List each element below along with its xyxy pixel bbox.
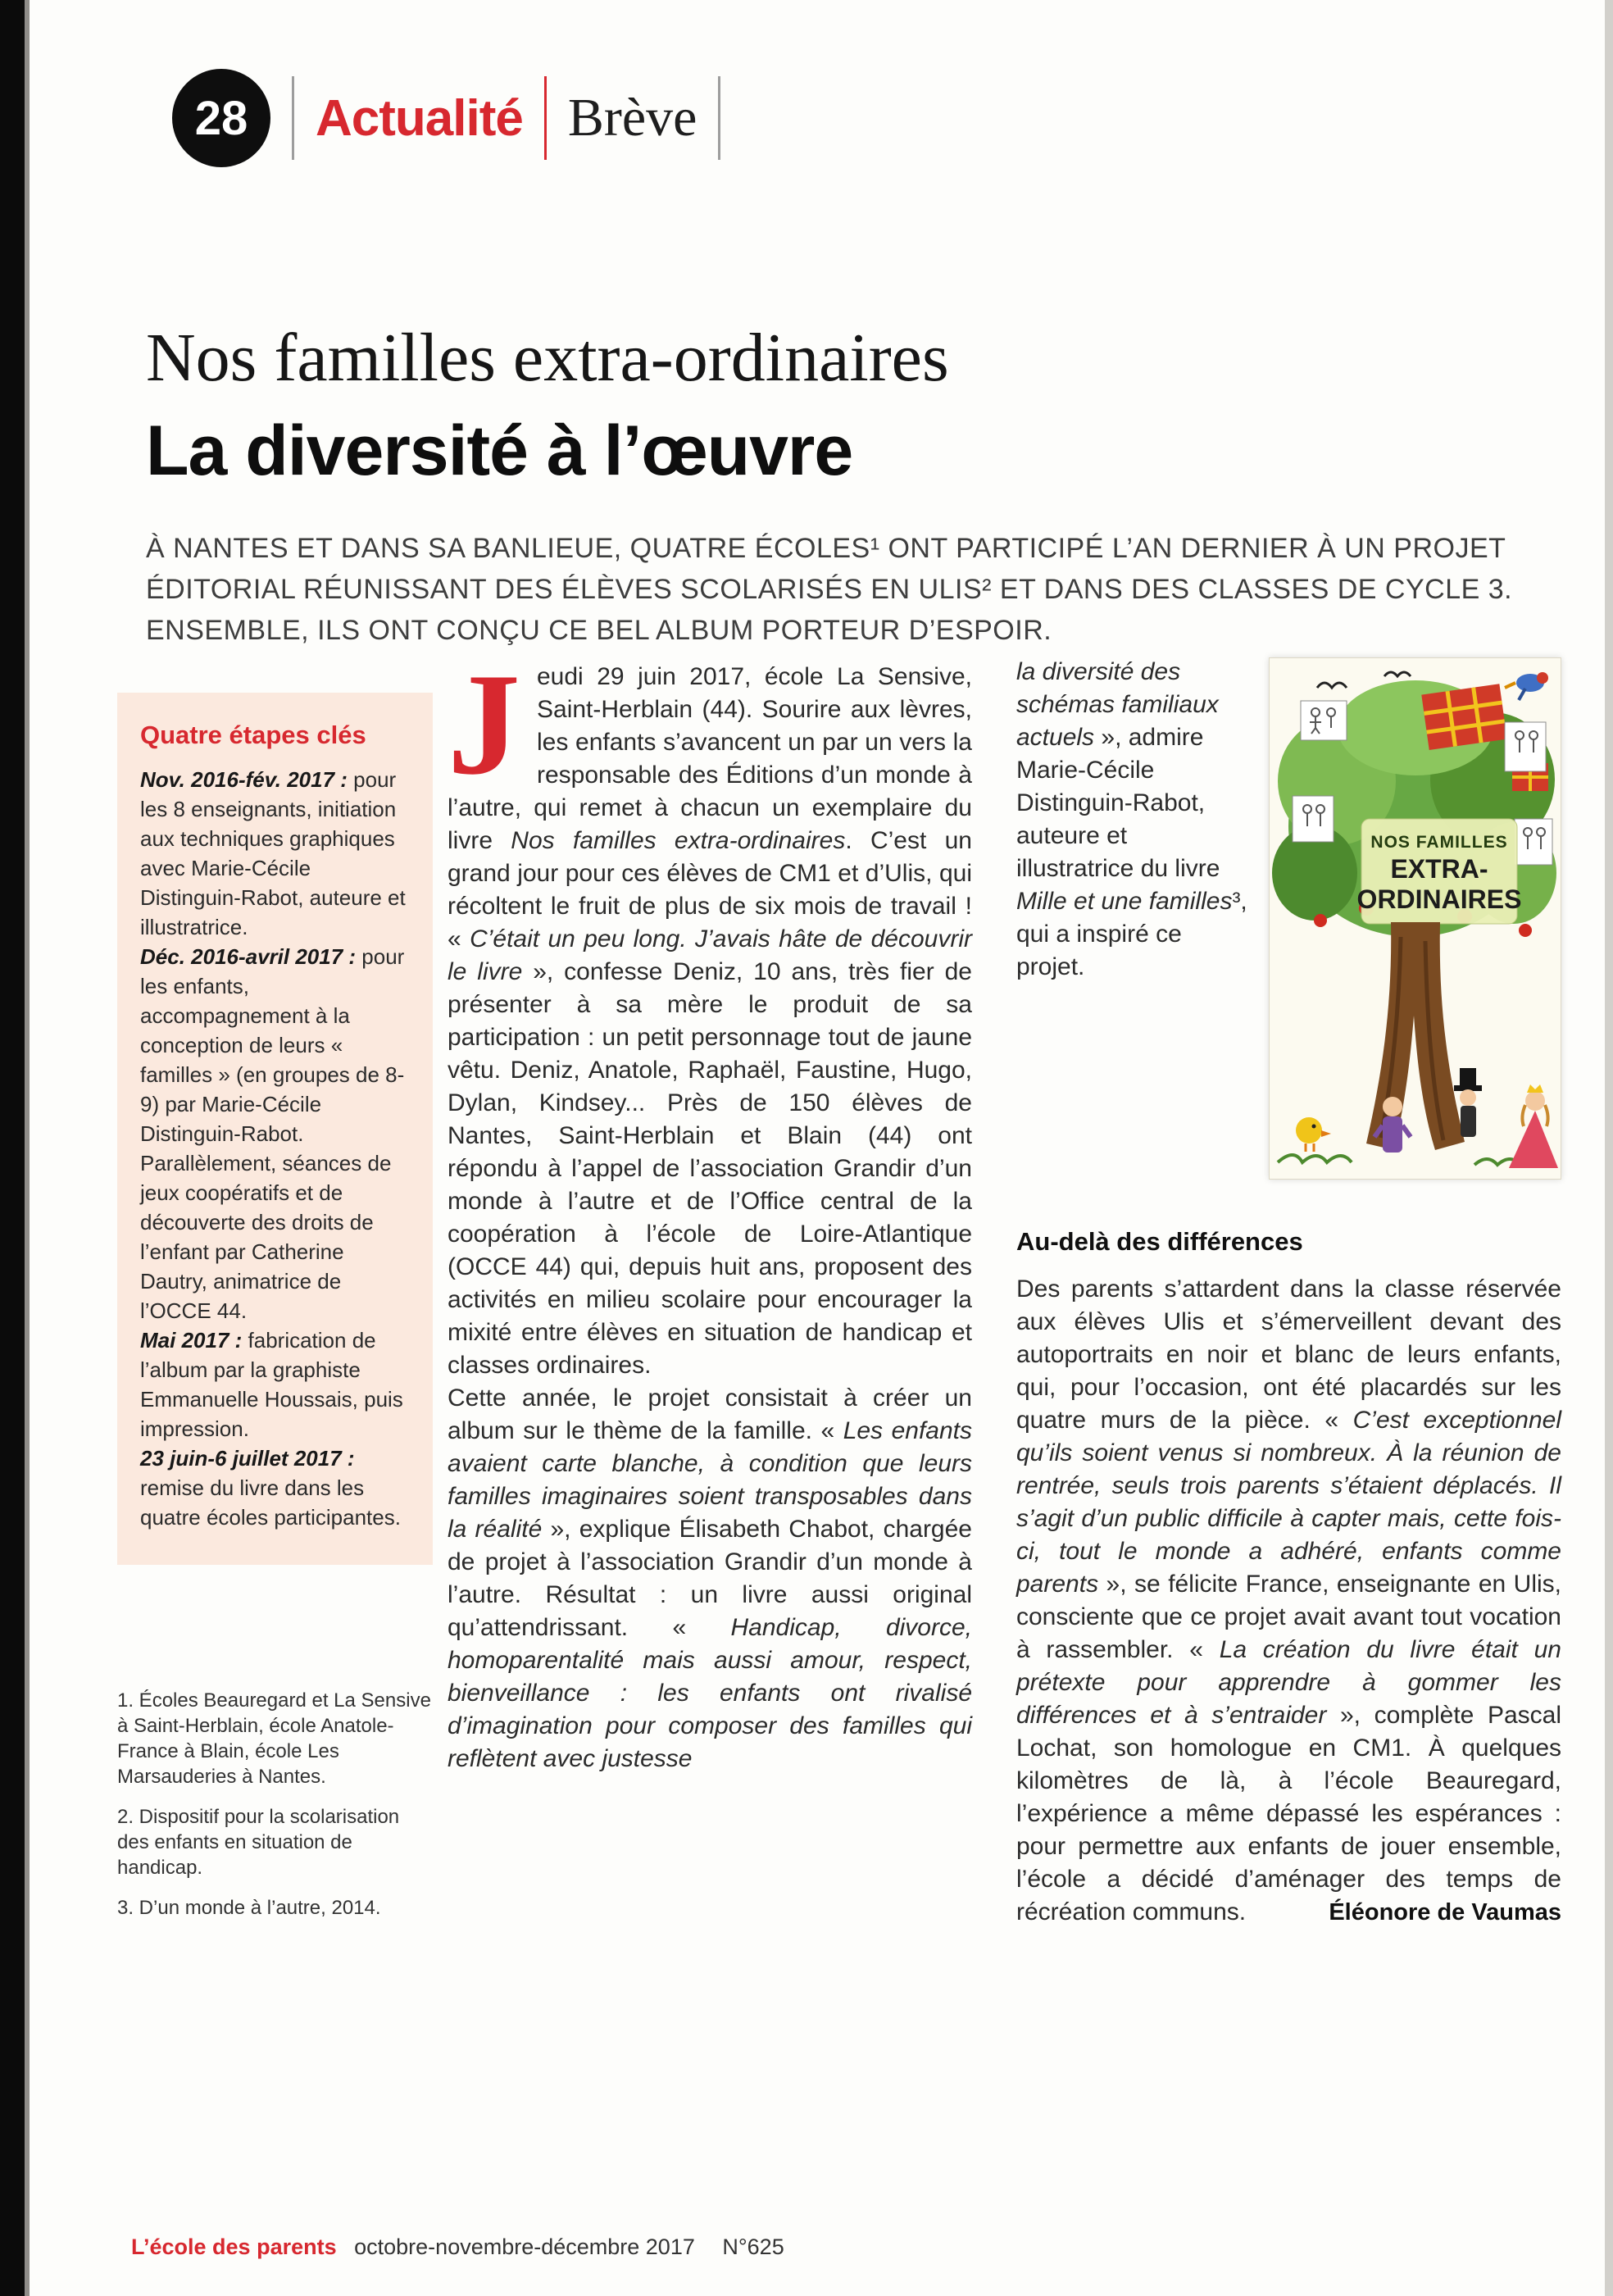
page-number-badge: 28 [172, 69, 270, 167]
issue-date: octobre-novembre-décembre 2017 [354, 2235, 695, 2259]
article-paragraph-3: Des parents s’attardent dans la classe réservée aux élèves Ulis et s’émerveillent devant des autoportraits en noir et blanc de leurs enfants, qui, pour l’occasion, ont été placardés sur les quatre murs de la pièce. « C’est exceptionnel qu’ils soient venus si nombreux. À la réunion de rentrée, seuls trois parents s’étaient déplacés. Il s’agit d’un public difficile à capter mais, cette fois-ci, tout le monde a adhéré, enfants comme parents », se félicite France, enseignante en Ulis, consciente que ce projet avait avant tout vocation à rassembler. « La création du livre était un prétexte pour apprendre à gommer les différences et à s’entraider », complète Pascal Lochat, son homologue en CM1. À quelques kilomètres de là, à l’école Beauregard, l’expérience a même dépassé les espérances : pour permettre aux enfants de jouer ensemble, l’école a décidé d’aménager des temps de récréation communs. [1016, 1275, 1562, 1925]
article-paragraph-2: Cette année, le projet consistait à créer un album sur le thème de la famille. « Les enfants avaient carte blanche, à condition que leurs familles imaginaires soient transposables dans la réalité », explique Élisabeth Chabot, chargée de projet à l’association Grandir d’un monde à l’autre. Résultat : un livre aussi original qu’attendrissant. « Handicap, divorce, homoparentalité mais aussi amour, respect, bienveillance : les enfants ont rivalisé d’imagination pour composer des familles qui reflètent avec justesse [448, 1384, 972, 1772]
step-date: 23 juin-6 juillet 2017 : [140, 1446, 355, 1471]
middle-column [448, 643, 972, 1775]
issue-number: N°625 [722, 2235, 784, 2259]
headline-block [146, 318, 1552, 651]
drop-cap: J [448, 643, 520, 805]
magazine-name: L’école des parents [131, 2235, 337, 2259]
step-date: Nov. 2016-fév. 2017 : [140, 767, 348, 792]
key-step [140, 1444, 410, 1532]
svg-text:NOS FAMILLES: NOS FAMILLES [1370, 833, 1508, 852]
step-text: remise du livre dans les quatre écoles participantes. [140, 1475, 401, 1530]
page-footer [131, 2235, 784, 2260]
key-steps-box [117, 693, 433, 1565]
scan-edge-shadow [25, 0, 30, 2296]
article-subtitle: La diversité à l’œuvre [146, 411, 853, 490]
article-paragraph-1: Jeudi 29 juin 2017, école La Sensive, Saint-Herblain (44). Sourire aux lèvres, les enfants s’avancent un par un vers la responsable des Éditions d’un monde à l’autre, qui remet à chacun un exemplaire du livre Nos familles extra-ordinaires. C’est un grand jour pour ces élèves de CM1 et d’Ulis, qui récoltent le fruit de plus de six mois de travail ! « C’était un peu long. J’avais hâte de découvrir le livre », confesse Deniz, 10 ans, très fier de présenter à sa mère le produit de sa participation : un petit personnage tout de jaune vêtu. Deniz, Anatole, Raphaël, Faustine, Hugo, Dylan, Kindsey... Près de 150 élèves de Nantes, Saint-Herblain et Blain (44) ont répondu à l’appel de l’association Grandir d’un monde à l’autre et de l’Office central de la coopération à l’école de Loire-Atlantique (OCCE 44) qui, depuis huit ans, proposent des activités en milieu scolaire pour encourager la mixité entre élèves en situation de handicap et classes ordinaires. [448, 643, 972, 1379]
svg-text:EXTRA-: EXTRA- [1390, 854, 1488, 884]
book-cover-image [1269, 657, 1561, 1180]
scan-edge-left [0, 0, 25, 2296]
byline: Éléonore de Vaumas [1329, 1899, 1561, 1925]
section-label: Actualité [316, 89, 523, 147]
article-title: Nos familles extra-ordinaires [146, 320, 949, 396]
key-steps-title: Quatre étapes clés [140, 721, 366, 749]
section-heading: Au-delà des différences [1016, 1227, 1303, 1256]
step-text: pour les 8 enseignants, initiation aux techniques graphiques avec Marie-Cécile Distinguin-Rabot, auteure et illustratrice. [140, 767, 406, 939]
footnote-2: 2. Dispositif pour la scolarisation des enfants en situation de handicap. [117, 1806, 400, 1879]
standfirst: À NANTES ET DANS SA BANLIEUE, QUATRE ÉCOLES¹ ONT PARTICIPÉ L’AN DERNIER À UN PROJET ÉDITORIAL RÉUNISSANT DES ÉLÈVES SCOLARISÉS EN ULIS² ET DANS DES CLASSES DE CYCLE 3. ENSEMBLE, ILS ONT CONÇU CE BEL ALBUM PORTEUR D’ESPOIR. [146, 533, 1513, 646]
key-step [140, 942, 410, 1325]
divider-bar-red [544, 76, 547, 160]
left-column [117, 693, 433, 1935]
step-text: fabrication de l’album par la graphiste Emmanuelle Houssais, puis impression. [140, 1328, 403, 1441]
key-step [140, 1325, 410, 1444]
step-date: Mai 2017 : [140, 1328, 243, 1353]
scan-edge-right [1605, 0, 1613, 2296]
rubric-label: Brève [567, 88, 697, 148]
cover-title [1357, 819, 1522, 924]
right-column [1016, 656, 1561, 1929]
footnote-1: 1. Écoles Beauregard et La Sensive à Saint-Herblain, école Anatole-France à Blain, école Les Marsauderies à Nantes. [117, 1689, 431, 1788]
footnotes [117, 1688, 433, 1921]
book-cover-illustration [1270, 658, 1561, 1179]
svg-text:ORDINAIRES: ORDINAIRES [1356, 884, 1522, 914]
step-text: pour les enfants, accompagnement à la conception de leurs « familles » (en groupes de 8-9) par Marie-Cécile Distinguin-Rabot. Parallèlement, séances de jeux coopératifs et de découverte des droits de l’enfant par Catherine Dautry, animatrice de l’OCCE 44. [140, 944, 405, 1323]
footnote-3: 3. D’un monde à l’autre, 2014. [117, 1897, 381, 1919]
divider-bar [292, 76, 294, 160]
step-date: Déc. 2016-avril 2017 : [140, 944, 357, 969]
divider-bar [718, 76, 720, 160]
quote-continuation: la diversité des schémas familiaux actuels », admire Marie-Cécile Distinguin-Rabot, auteure et illustratrice du livre Mille et une familles³, qui a inspiré ce projet. [1016, 658, 1247, 980]
page-kicker [172, 69, 720, 167]
key-step [140, 765, 410, 942]
